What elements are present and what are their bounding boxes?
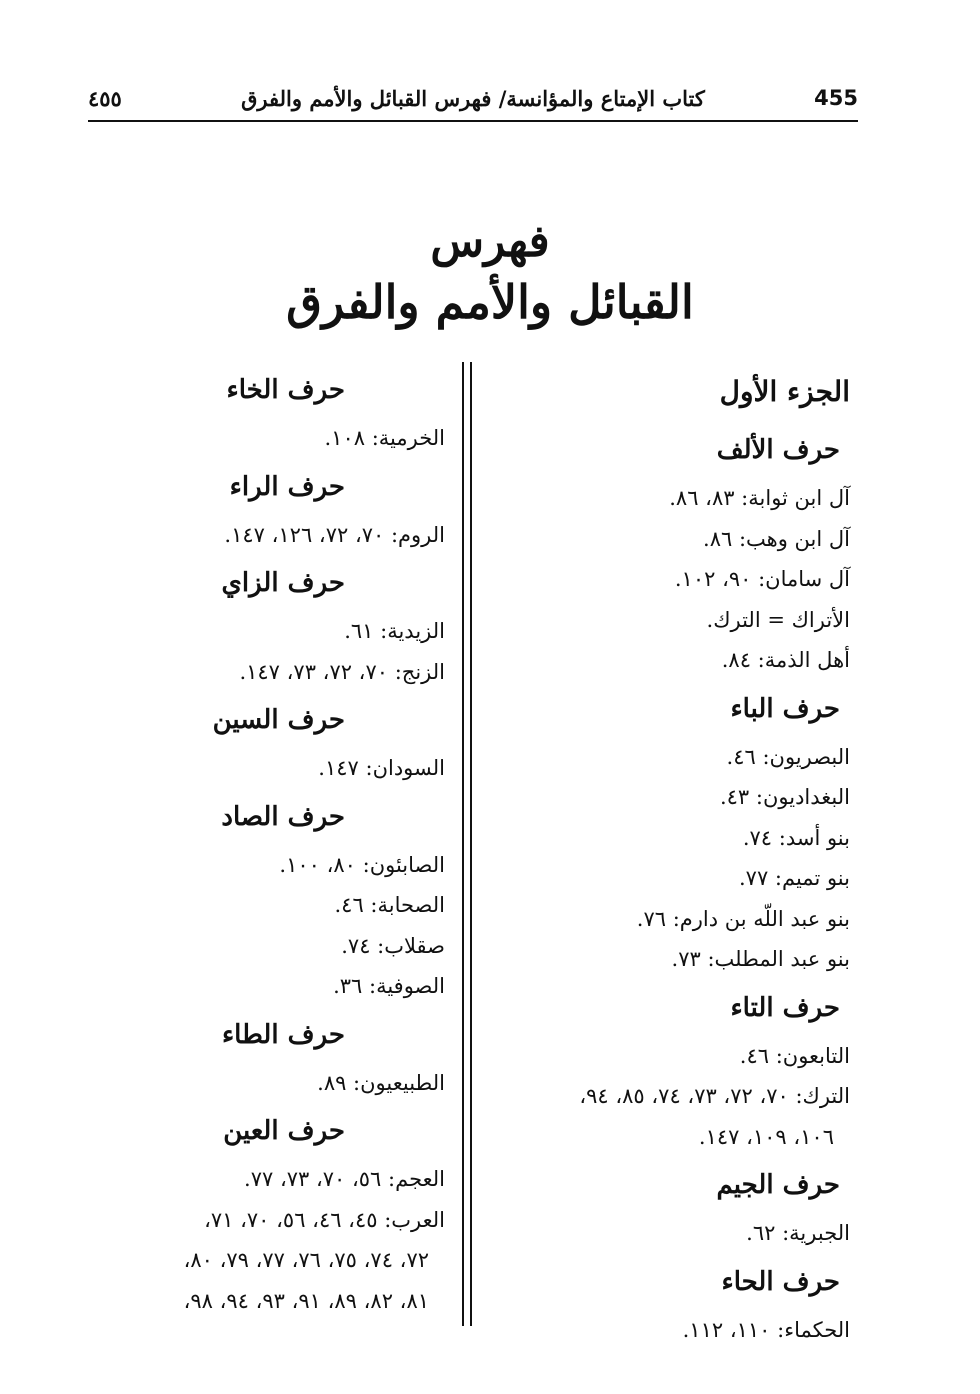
index-entry-wrapped [85, 1200, 445, 1322]
section-title: حرف الصاد [221, 801, 345, 832]
section-zay [85, 555, 445, 692]
index-entry: الصوفية: ٣٦. [333, 974, 445, 998]
index-entry: الطبيعيون: ٨٩. [317, 1070, 445, 1095]
index-entry: الزيدية: ٦١. [344, 619, 445, 643]
index-entry: العجم: ٥٦، ٧٠، ٧٣، ٧٧. [244, 1167, 445, 1191]
entry-continuation: ٧٢، ٧٤، ٧٥، ٧٦، ٧٧، ٧٩، ٨٠، [183, 1248, 429, 1272]
page-number-latin: 455 [814, 86, 858, 110]
index-entry: الحكماء: ١١٠، ١١٢. [682, 1317, 850, 1342]
section-title: حرف التاء [730, 992, 840, 1023]
section-title: حرف العين [223, 1116, 345, 1146]
section-title: حرف الراء [229, 471, 345, 502]
index-entry: آل سامان: ٩٠، ١٠٢. [674, 567, 850, 591]
section-title: حرف الباء [730, 693, 840, 724]
entry-line: الترك: ٧٠، ٧٢، ٧٣، ٧٤، ٨٥، ٩٤، [579, 1084, 850, 1108]
index-entry: صقلاب: ٧٤. [341, 933, 445, 958]
index-entry: آل ابن ثوابة: ٨٣، ٨٦. [669, 486, 850, 510]
section-ta [490, 980, 850, 1158]
index-entry: بنو تميم: ٧٧. [738, 866, 850, 890]
section-title: حرف الطاء [221, 1019, 345, 1050]
page-number-arabic: ٤٥٥ [88, 86, 122, 111]
index-entry: الزنج: ٧٠، ٧٢، ٧٣، ١٤٧. [239, 659, 445, 684]
entry-continuation: ٨١، ٨٢، ٨٩، ٩١، ٩٣، ٩٤، ٩٨، [183, 1288, 429, 1313]
index-entry: بنو عبد اللّه بن دارم: ٧٦. [636, 906, 850, 931]
index-column-left [85, 362, 445, 1321]
page-title [0, 212, 980, 332]
section-title: حرف الخاء [226, 375, 345, 405]
section-alif [490, 422, 850, 681]
index-entry: أهل الذمة: ٨٤. [721, 648, 850, 672]
section-ba [490, 681, 850, 980]
section-title: حرف الجيم [716, 1170, 840, 1200]
column-divider-left [462, 362, 464, 1326]
section-title: حرف الحاء [721, 1266, 840, 1297]
running-header [88, 80, 858, 122]
index-entry: الصابئون: ٨٠، ١٠٠. [279, 852, 445, 877]
index-entry: البغداديون: ٤٣. [719, 785, 850, 809]
index-entry: بنو عبد المطلب: ٧٣. [671, 947, 850, 971]
section-title: حرف الألف [716, 435, 840, 465]
index-entry: الخرمية: ١٠٨. [324, 426, 445, 450]
index-entry: البصريون: ٤٦. [726, 744, 850, 769]
section-ayn [85, 1103, 445, 1321]
part-title: الجزء الأول [719, 375, 850, 408]
section-ta-heavy [85, 1007, 445, 1104]
index-entry: الجبرية: ٦٢. [746, 1221, 850, 1245]
section-jim [490, 1157, 850, 1254]
index-entry-wrapped [490, 1076, 850, 1157]
title-line-2: القبائل والأمم والفرق [286, 275, 694, 329]
title-line-1: فهرس [430, 216, 550, 267]
index-entry: بنو أسد: ٧٤. [742, 825, 850, 850]
section-sad [85, 789, 445, 1007]
section-sin [85, 692, 445, 789]
section-ha [490, 1254, 850, 1351]
running-title: كتاب الإمتاع والمؤانسة/ فهرس القبائل والأمم والفرق [241, 86, 705, 111]
index-entry: آل ابن وهب: ٨٦. [703, 526, 850, 551]
entry-continuation: ١٠٦، ١٠٩، ١٤٧. [698, 1124, 834, 1149]
index-entry: التابعون: ٤٦. [739, 1043, 850, 1068]
index-column-right [490, 362, 850, 1350]
column-divider-right [470, 362, 472, 1326]
index-entry: الروم: ٧٠، ٧٢، ١٢٦، ١٤٧. [224, 522, 445, 547]
index-entry: الأتراك = الترك. [706, 607, 850, 632]
section-title: حرف السين [212, 705, 345, 735]
index-entry: الصحابة: ٤٦. [334, 893, 445, 917]
entry-line: العرب: ٤٥، ٤٦، ٥٦، ٧٠، ٧١، [204, 1207, 445, 1232]
section-title: حرف الزاي [221, 568, 345, 598]
index-entry: السودان: ١٤٧. [318, 756, 445, 780]
section-ra [85, 459, 445, 556]
section-kha [85, 362, 445, 459]
